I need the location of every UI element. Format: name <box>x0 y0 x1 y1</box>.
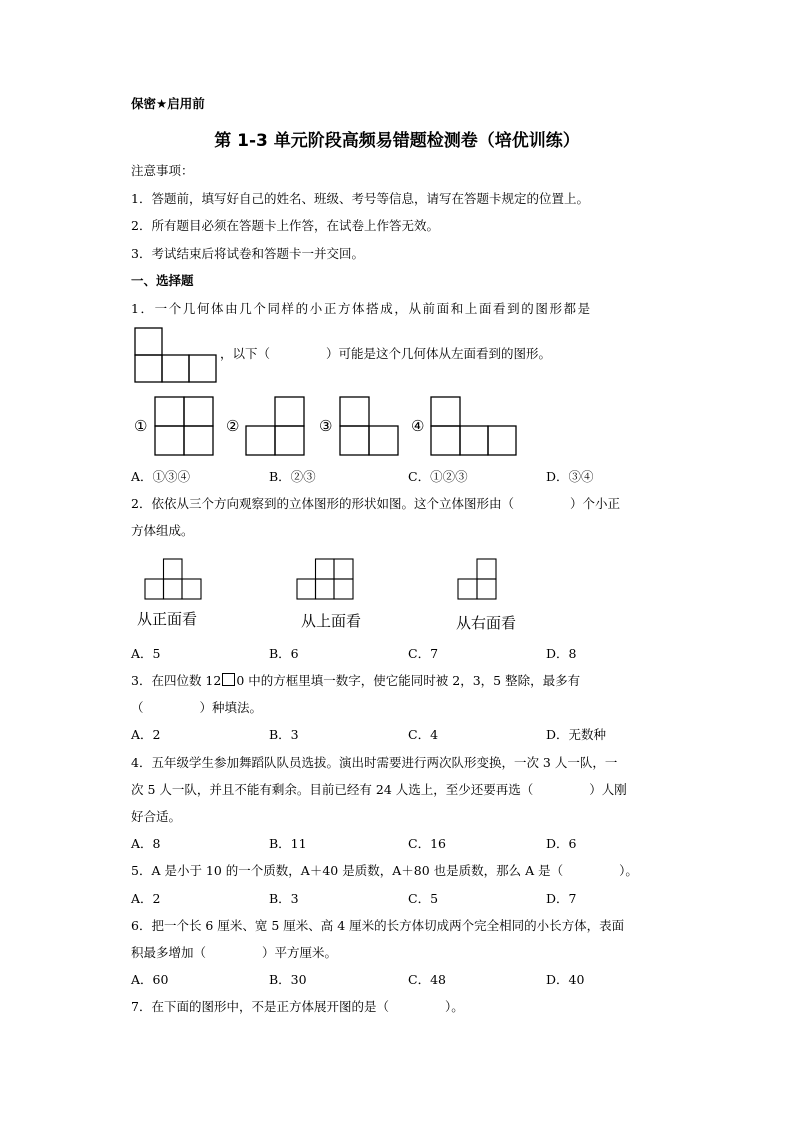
q4-stem-line2: 次 5 人一队，并且不能有剩余。目前已经有 24 人选上，至少还要再选（ ）人刚 <box>131 782 627 797</box>
page-title: 第 1-3 单元阶段高频易错题检测卷（培优训练） <box>214 131 580 151</box>
q1-option-a: A．①③④ <box>131 469 191 484</box>
q2-caption-top: 从上面看 <box>301 612 362 630</box>
q5-option-d: D．7 <box>546 891 577 906</box>
q1-fig-label-4: ④ <box>411 417 425 435</box>
secret-label: 保密★启用前 <box>131 96 205 111</box>
q2-caption-front: 从正面看 <box>137 610 198 628</box>
q2-option-a: A．5 <box>131 646 161 661</box>
q1-figure-4 <box>430 396 518 456</box>
notice-item-2: 2．所有题目必须在答题卡上作答，在试卷上作答无效。 <box>131 218 439 233</box>
q2-top-view-figure <box>296 558 356 600</box>
notice-heading: 注意事项： <box>131 163 194 178</box>
section-heading-choice: 一、选择题 <box>131 273 194 288</box>
q1-stem-line1: 1．一个几何体由几个同样的小正方体搭成，从前面和上面看到的图形都是 <box>131 301 592 316</box>
q2-stem-line1: 2．依依从三个方向观察到的立体图形的形状如图。这个立体图形由（ ）个小正 <box>131 496 620 511</box>
q1-fig-label-2: ② <box>226 417 240 435</box>
q1-option-c: C．①②③ <box>408 469 468 484</box>
q1-fig-label-3: ③ <box>319 417 333 435</box>
q4-option-b: B．11 <box>269 836 307 851</box>
notice-item-1: 1．答题前，填写好自己的姓名、班级、考号等信息，请写在答题卡规定的位置上。 <box>131 191 589 206</box>
q5-option-b: B．3 <box>269 891 299 906</box>
q1-option-d: D．③④ <box>546 469 594 484</box>
q5-stem-line1: 5．A 是小于 10 的一个质数，A＋40 是质数，A＋80 也是质数，那么 A 是（ ）。 <box>131 863 638 878</box>
q3-stem-line1: 3．在四位数 12 0 中的方框里填一数字，使它能同时被 2，3，5 整除，最多有 <box>131 673 581 688</box>
q1-fig-label-1: ① <box>134 417 148 435</box>
q5-option-c: C．5 <box>408 891 439 906</box>
q3-option-c: C．4 <box>408 727 439 742</box>
q2-option-c: C．7 <box>408 646 439 661</box>
q4-option-c: C．16 <box>408 836 446 851</box>
q4-stem-line3: 好合适。 <box>131 809 182 824</box>
q5-option-a: A．2 <box>131 891 161 906</box>
q1-front-top-view-figure <box>134 327 218 383</box>
q4-stem-line1: 4．五年级学生参加舞蹈队队员选拔。演出时需要进行两次队形变换，一次 3 人一队，一 <box>131 755 618 770</box>
q1-figure-3 <box>339 396 399 456</box>
q6-stem-line1: 6．把一个长 6 厘米、宽 5 厘米、高 4 厘米的长方体切成两个完全相同的小长方体，表面 <box>131 918 625 933</box>
q6-option-c: C．48 <box>408 972 446 987</box>
q1-stem-line2: ，以下（ ）可能是这个几何体从左面看到的图形。 <box>220 346 552 361</box>
notice-item-3: 3．考试结束后将试卷和答题卡一并交回。 <box>131 246 364 261</box>
q2-option-d: D．8 <box>546 646 577 661</box>
q6-option-b: B．30 <box>269 972 307 987</box>
q3-option-a: A．2 <box>131 727 161 742</box>
q3-option-b: B．3 <box>269 727 299 742</box>
q2-front-view-figure <box>144 558 204 600</box>
q6-option-d: D．40 <box>546 972 585 987</box>
q2-stem-line2: 方体组成。 <box>131 523 194 538</box>
q6-option-a: A．60 <box>131 972 169 987</box>
q7-stem-line1: 7．在下面的图形中，不是正方体展开图的是（ ）。 <box>131 999 464 1014</box>
q4-option-a: A．8 <box>131 836 161 851</box>
q2-right-view-figure <box>457 558 499 600</box>
q1-figure-1 <box>154 396 214 456</box>
q1-figure-2 <box>245 396 305 456</box>
q6-stem-line2: 积最多增加（ ）平方厘米。 <box>131 945 338 960</box>
q3-stem-line2: （ ）种填法。 <box>131 700 263 715</box>
q2-option-b: B．6 <box>269 646 299 661</box>
q3-digit-box <box>222 673 235 686</box>
q4-option-d: D．6 <box>546 836 577 851</box>
q3-option-d: D．无数种 <box>546 727 607 742</box>
q2-caption-right: 从右面看 <box>456 614 517 632</box>
q1-option-b: B．②③ <box>269 469 316 484</box>
